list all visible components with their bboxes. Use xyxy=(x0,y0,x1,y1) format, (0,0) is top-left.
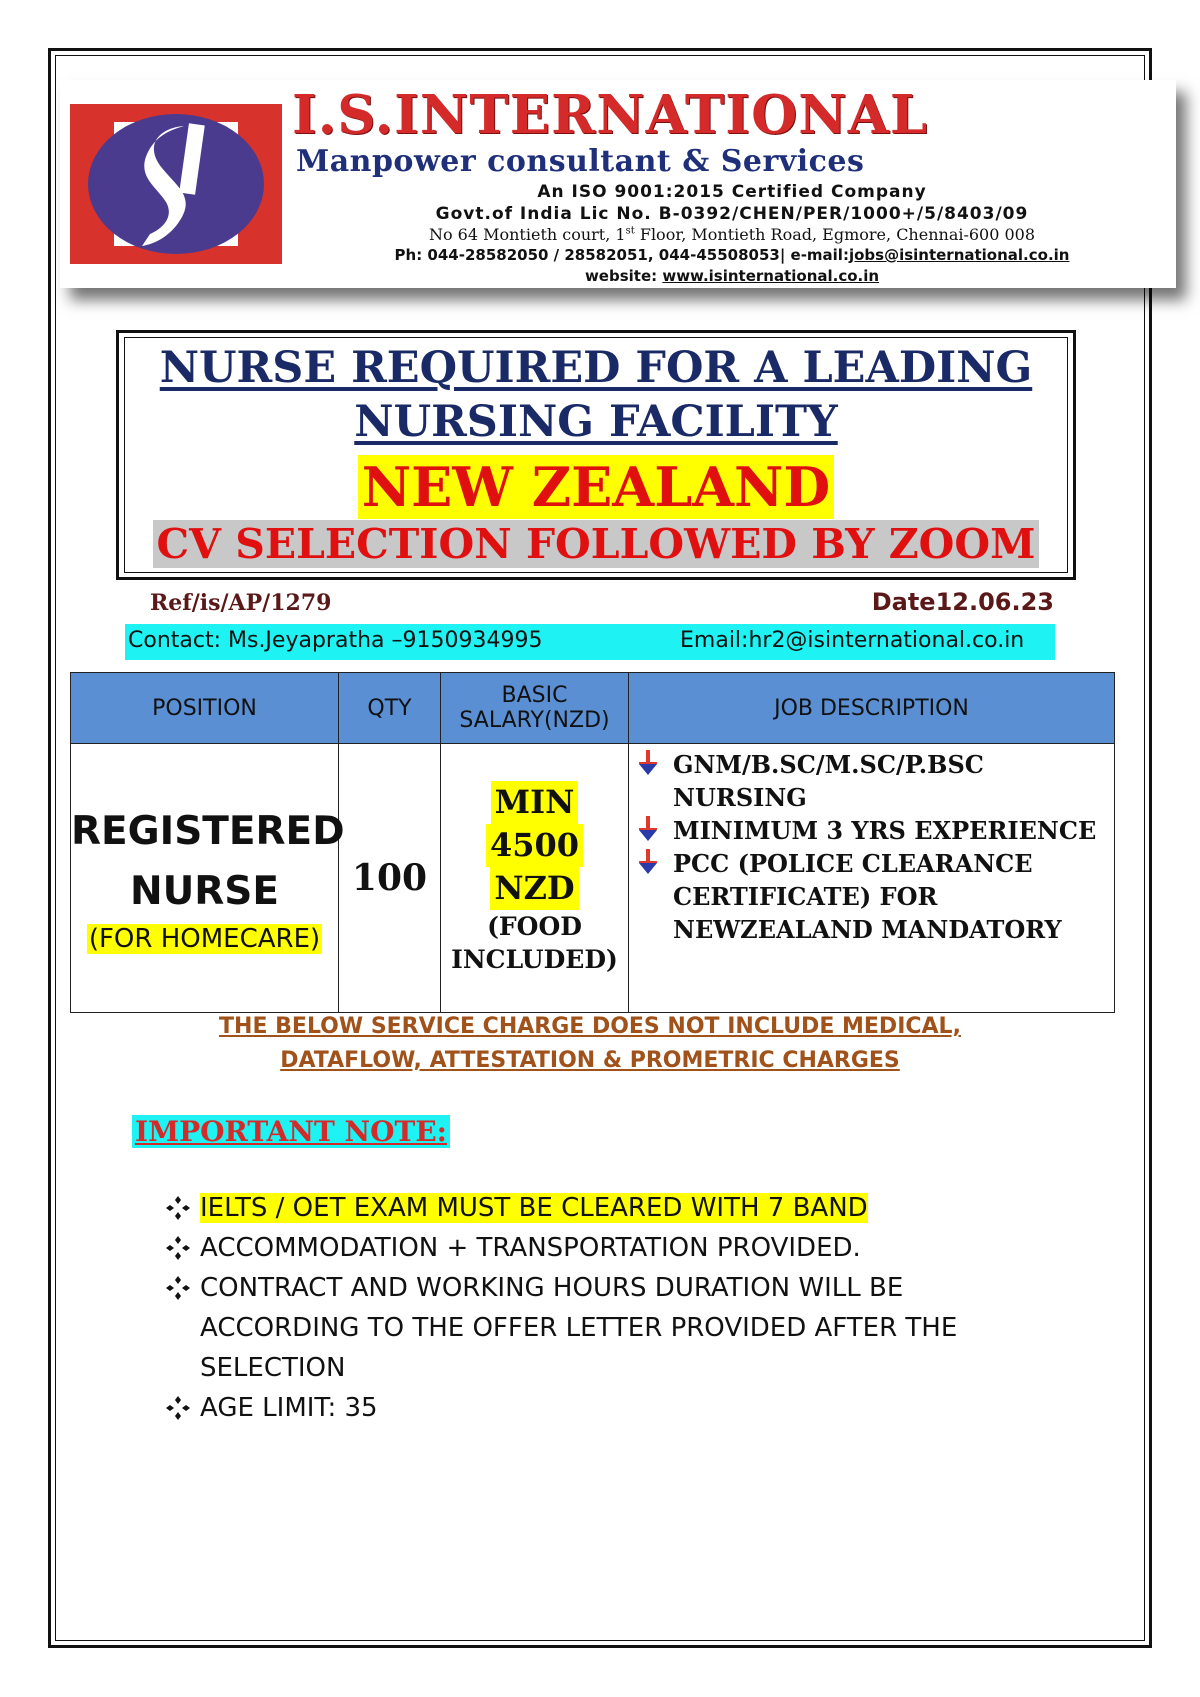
job-table xyxy=(70,672,1115,1013)
company-phone xyxy=(292,246,1172,264)
header-job-description: JOB DESCRIPTION xyxy=(629,673,1115,744)
qty-value: 100 xyxy=(351,857,428,899)
table-header-row xyxy=(71,673,1115,744)
selection-heading xyxy=(124,520,1068,568)
list-item xyxy=(165,1188,1025,1228)
list-item xyxy=(165,1268,1025,1388)
address-part: Floor, Montieth Road, Egmore, Chennai-600 008 xyxy=(634,225,1036,244)
list-item xyxy=(673,847,1108,946)
position-note: (FOR HOMECARE) xyxy=(88,924,321,954)
service-charge-note-line-1: THE BELOW SERVICE CHARGE DOES NOT INCLUDE MEDICAL, xyxy=(219,1014,961,1039)
cell-position xyxy=(71,744,345,1013)
down-arrow-icon xyxy=(637,849,659,875)
job-requirement: MINIMUM 3 YRS EXPERIENCE xyxy=(673,816,1097,845)
service-charge-note-line-2: DATAFLOW, ATTESTATION & PROMETRIC CHARGES xyxy=(280,1048,900,1073)
four-diamond-icon xyxy=(165,1195,191,1221)
important-notes-list xyxy=(165,1188,1025,1428)
document-date: Date12.06.23 xyxy=(871,588,1054,616)
cell-salary xyxy=(441,744,629,1013)
four-diamond-icon xyxy=(165,1235,191,1261)
contact-person: Contact: Ms.Jeyapratha –9150934995 xyxy=(128,628,543,653)
salary-note: INCLUDED) xyxy=(451,944,618,974)
down-arrow-icon xyxy=(637,816,659,842)
phone-text: Ph: 044-28582050 / 28582051, 044-45508053| e-mail: xyxy=(394,246,849,264)
header-position: POSITION xyxy=(71,673,339,744)
list-item xyxy=(673,814,1108,847)
header-qty: QTY xyxy=(339,673,441,744)
note-text: AGE LIMIT: 35 xyxy=(200,1393,378,1423)
company-email-link[interactable]: jobs@isinternational.co.in xyxy=(848,246,1070,264)
list-item xyxy=(165,1388,1025,1428)
note-text: IELTS / OET EXAM MUST BE CLEARED WITH 7 BAND xyxy=(200,1193,868,1223)
salary-note: (FOOD xyxy=(487,911,582,941)
website-link[interactable]: www.isinternational.co.in xyxy=(662,267,880,285)
table-row xyxy=(71,744,1115,1013)
company-subtitle: Manpower consultant & Services xyxy=(296,144,865,179)
salary-line: 4500 xyxy=(486,824,583,867)
header-salary xyxy=(441,673,629,744)
note-text: CONTRACT AND WORKING HOURS DURATION WILL BE ACCORDING TO THE OFFER LETTER PROVIDED AFTER THE SELECTION xyxy=(200,1273,958,1383)
note-text: ACCOMMODATION + TRANSPORTATION PROVIDED. xyxy=(200,1233,861,1263)
job-requirement: PCC (POLICE CLEARANCE CERTIFICATE) FOR NEWZEALAND MANDATORY xyxy=(673,849,1062,944)
reference-number: Ref/is/AP/1279 xyxy=(150,590,332,616)
company-address xyxy=(292,225,1172,244)
list-item xyxy=(165,1228,1025,1268)
header-salary-line: SALARY(NZD) xyxy=(459,708,610,733)
contact-email[interactable]: Email:hr2@isinternational.co.in xyxy=(680,628,1025,653)
country-heading xyxy=(124,455,1068,519)
company-name: I.S.INTERNATIONAL xyxy=(292,84,929,146)
job-description-list xyxy=(673,748,1108,946)
title-line-1 xyxy=(124,343,1068,393)
logo-icon xyxy=(66,94,286,274)
company-logo xyxy=(66,94,286,274)
position-title-line: REGISTERED xyxy=(71,809,345,854)
address-superscript: st xyxy=(625,225,635,237)
position-title-line: NURSE xyxy=(129,869,280,914)
four-diamond-icon xyxy=(165,1395,191,1421)
header-salary-line: BASIC xyxy=(501,683,568,708)
important-note-heading: IMPORTANT NOTE: xyxy=(132,1115,450,1148)
title-text: NURSE REQUIRED FOR A LEADING xyxy=(159,343,1033,393)
cell-job-description xyxy=(629,744,1115,1013)
cell-qty xyxy=(339,744,441,1013)
country-text: NEW ZEALAND xyxy=(358,455,835,519)
license-number: Govt.of India Lic No. B-0392/CHEN/PER/1000+/5/8403/09 xyxy=(435,204,1029,224)
website-label: website: xyxy=(584,267,663,285)
salary-line: NZD xyxy=(490,867,578,910)
four-diamond-icon xyxy=(165,1275,191,1301)
selection-text: CV SELECTION FOLLOWED BY ZOOM xyxy=(153,520,1040,568)
company-website xyxy=(292,267,1172,285)
title-line-2 xyxy=(124,397,1068,447)
address-part: No 64 Montieth court, 1 xyxy=(428,225,626,244)
down-arrow-icon xyxy=(637,750,659,776)
job-requirement: GNM/B.SC/M.SC/P.BSC NURSING xyxy=(673,750,984,812)
title-text: NURSING FACILITY xyxy=(354,397,838,447)
iso-certification: An ISO 9001:2015 Certified Company xyxy=(537,182,927,202)
list-item xyxy=(673,748,1108,814)
salary-line: MIN xyxy=(491,781,579,824)
letterhead xyxy=(60,80,1176,288)
